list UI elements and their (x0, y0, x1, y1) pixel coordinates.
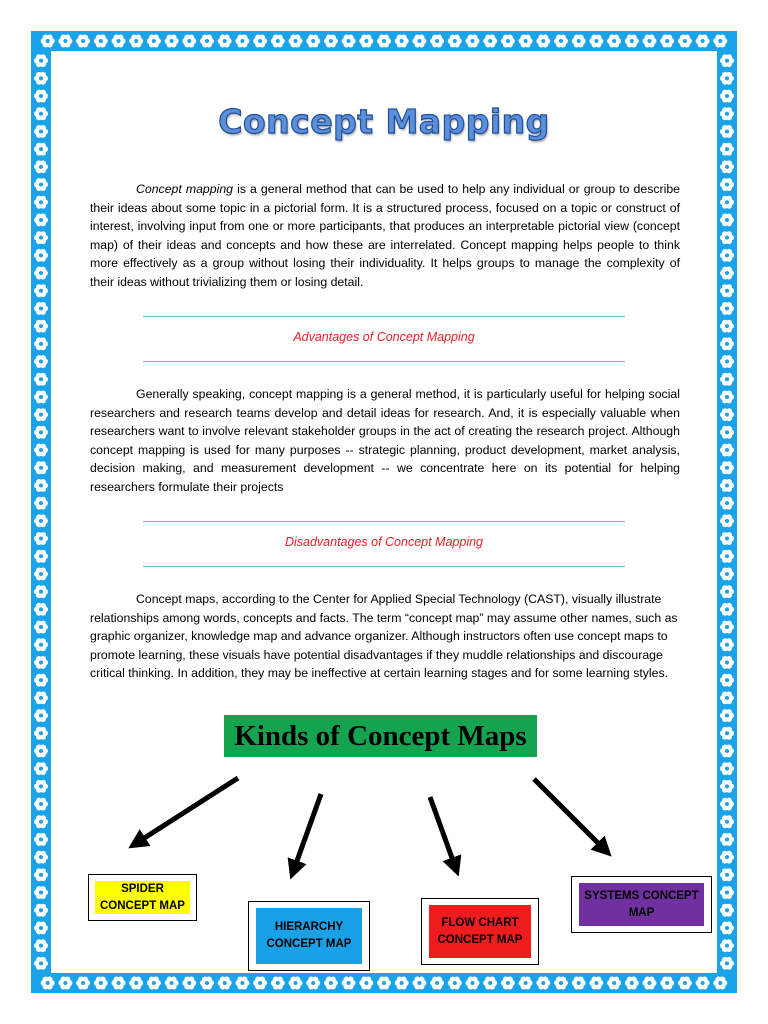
arrow-to-spider (135, 778, 238, 844)
kinds-banner: Kinds of Concept Maps (224, 715, 537, 757)
disadvantages-heading: Disadvantages of Concept Mapping (284, 535, 484, 549)
arrow-to-hierarchy (293, 794, 321, 872)
disadvantages-text: Concept maps, according to the Center for Applied Special Technology (CAST), visually illustrate relationships among words, concepts and facts. The term “concept map” may assume other names, such as graphic organizer, knowledge map and advance organizer. Although instructors often use concept maps to promote learning, these visuals have potential disadvantages if they muddle relationships and discourage critical thinking. In addition, they may be ineffective at certain learning stages and for some learning styles. (90, 592, 678, 681)
intro-emphasis: Concept mapping (136, 182, 234, 196)
hierarchy-box (248, 901, 370, 971)
arrow-to-systems (534, 779, 606, 851)
advantages-text: Generally speaking, concept mapping is a general method, it is particularly useful for helping social researchers and research teams develop and detail ideas for research. And, it is especially valuable when researchers want to involve relevant stakeholder groups in the act of creating the research project. Although concept mapping is used for many purposes -- strategic planning, product development, market analysis, decision making, and measurement development -- we concentrate here on its potential for helping researchers formulate their projects (90, 387, 680, 494)
systems-label: SYSTEMS CONCEPT MAP (579, 883, 704, 926)
spider-label: SPIDER CONCEPT MAP (95, 881, 190, 914)
page-title: Concept Mapping (218, 102, 550, 141)
hierarchy-label: HIERARCHY CONCEPT MAP (256, 908, 362, 964)
flowchart-box (421, 898, 539, 965)
systems-box (571, 876, 712, 933)
arrow-to-flowchart (430, 797, 456, 869)
advantages-heading: Advantages of Concept Mapping (293, 330, 475, 344)
flowchart-label: FLOW CHART CONCEPT MAP (429, 905, 531, 958)
intro-text: is a general method that can be used to help any individual or group to describe their ideas about some topic in a pictorial form. It is a structured process, focused on a topic or construct of interest, involving input from one or more participants, that produces an interpretable pictorial view (concept map) of their ideas and concepts and how these are interrelated. Concept mapping helps people to think more effectively as a group without losing their individuality. It helps groups to manage the complexity of their ideas without trivializing them or losing detail. (90, 182, 681, 289)
spider-box (88, 874, 197, 921)
